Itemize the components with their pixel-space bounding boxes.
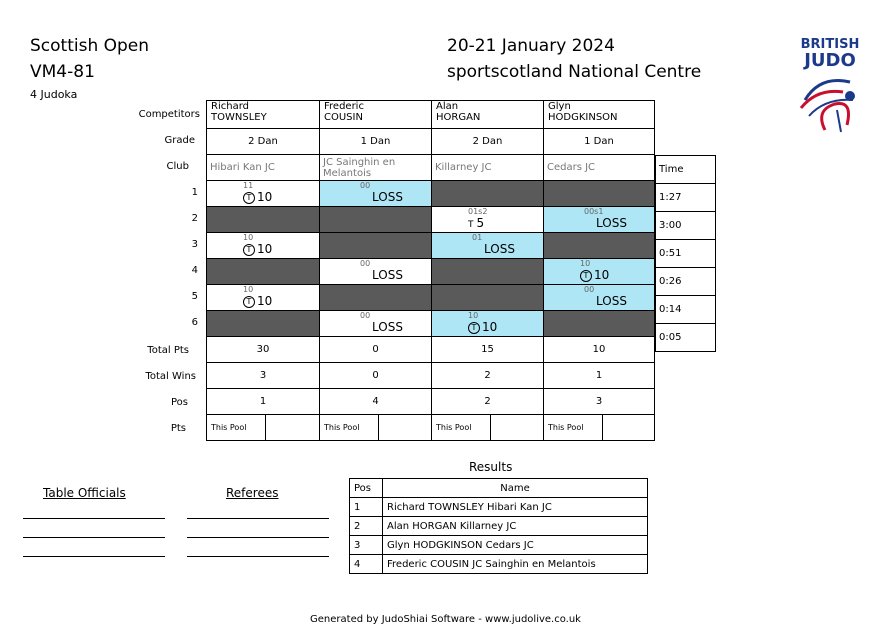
match-cell (207, 207, 320, 233)
results-name: Alan HORGAN Killarney JC (383, 517, 648, 536)
signature-line (23, 518, 165, 519)
total-pts-cell: 30 (207, 337, 320, 363)
score-detail: 10 (580, 259, 591, 268)
pos-cell: 4 (320, 389, 432, 415)
score-detail: 10 (243, 233, 254, 242)
signature-line (23, 556, 165, 557)
match-time: 3:00 (656, 212, 716, 240)
label-match-6: 6 (191, 317, 198, 328)
club-cell: JC Sainghin en Melantois (320, 155, 432, 181)
match-cell (432, 207, 544, 233)
result-value: LOSS (372, 190, 403, 204)
match-cell (544, 233, 655, 259)
competitor-last: TOWNSLEY (211, 112, 267, 123)
total-wins-cell: 0 (320, 363, 432, 389)
label-total-pts: Total Pts (147, 345, 189, 356)
competitor-3 (432, 101, 544, 129)
pos-cell: 1 (207, 389, 320, 415)
match-result (468, 320, 497, 334)
label-match-5: 5 (191, 291, 198, 302)
osaekomi-icon: T (243, 244, 255, 256)
result-value: LOSS (596, 216, 627, 230)
result-value: LOSS (372, 320, 403, 334)
match-cell (207, 311, 320, 337)
match-row (207, 207, 655, 233)
competitor-4 (544, 101, 655, 129)
pool-label: This Pool (432, 415, 491, 440)
match-cell (544, 181, 655, 207)
match-cell (320, 285, 432, 311)
category-title: VM4-81 (30, 62, 95, 82)
match-cell (432, 181, 544, 207)
pool-label: This Pool (207, 415, 266, 440)
score-detail: 10 (243, 285, 254, 294)
label-club: Club (166, 161, 189, 172)
label-competitors: Competitors (138, 109, 200, 120)
results-pos: 3 (350, 536, 383, 555)
total-wins-row (207, 363, 655, 389)
grade-cell: 2 Dan (207, 129, 320, 155)
match-cell (544, 311, 655, 337)
score-detail: 00 (584, 285, 595, 294)
results-pos: 4 (350, 555, 383, 574)
match-result (243, 294, 272, 308)
osaekomi-icon: T (243, 192, 255, 204)
match-cell (320, 233, 432, 259)
signature-line (187, 518, 329, 519)
results-header-row (350, 479, 648, 498)
result-value: LOSS (484, 242, 515, 256)
total-wins-cell: 3 (207, 363, 320, 389)
results-pos: 2 (350, 517, 383, 536)
match-result (580, 268, 609, 282)
result-value: 10 (257, 294, 273, 308)
match-row (207, 285, 655, 311)
logo-line1: BRITISH (800, 37, 860, 52)
result-value: LOSS (596, 294, 627, 308)
label-grade: Grade (164, 135, 195, 146)
british-judo-logo (790, 38, 870, 139)
label-match-1: 1 (191, 187, 198, 198)
match-time: 0:26 (656, 268, 716, 296)
score-detail: 00s1 (584, 207, 604, 216)
label-pts: Pts (170, 423, 186, 434)
match-cell (207, 233, 320, 259)
score-detail: 00 (360, 181, 371, 190)
competitor-first: Glyn (548, 101, 571, 112)
signature-line (187, 537, 329, 538)
pool-sheet-table (206, 100, 655, 441)
result-value: 10 (482, 320, 498, 334)
score-detail: 01 (472, 233, 483, 242)
event-date: 20-21 January 2024 (447, 36, 615, 56)
result-value: 5 (476, 216, 485, 230)
match-time: 0:05 (656, 324, 716, 352)
label-total-wins: Total Wins (145, 371, 196, 382)
results-header-name: Name (383, 479, 648, 498)
score-detail: 00 (360, 311, 371, 320)
pool-label: This Pool (320, 415, 379, 440)
match-result (243, 242, 272, 256)
match-cell (544, 207, 655, 233)
score-detail: 11 (243, 181, 254, 190)
footer-credit: Generated by JudoShiai Software - www.judolive.co.uk (310, 614, 581, 625)
results-title: Results (469, 460, 513, 474)
grade-cell: 1 Dan (320, 129, 432, 155)
match-row (207, 259, 655, 285)
pts-cell (544, 415, 655, 441)
time-column (655, 155, 716, 352)
match-row (207, 233, 655, 259)
signature-line (23, 537, 165, 538)
results-row (350, 498, 648, 517)
pts-cell (320, 415, 432, 441)
result-value: 10 (257, 242, 273, 256)
competitor-2 (320, 101, 432, 129)
club-row (207, 155, 655, 181)
match-cell (432, 259, 544, 285)
match-cell (207, 259, 320, 285)
match-cell (432, 233, 544, 259)
grade-cell: 1 Dan (544, 129, 655, 155)
label-match-4: 4 (191, 265, 198, 276)
total-wins-cell: 2 (432, 363, 544, 389)
match-cell (432, 311, 544, 337)
match-result (484, 242, 515, 256)
signature-line (187, 556, 329, 557)
competitor-last: HORGAN (436, 112, 481, 123)
grade-cell: 2 Dan (432, 129, 544, 155)
match-result (596, 216, 627, 230)
match-result (243, 190, 272, 204)
event-venue: sportscotland National Centre (447, 62, 702, 82)
osaekomi-icon: T (243, 296, 255, 308)
time-header: Time (656, 156, 716, 184)
osaekomi-icon: T (580, 270, 592, 282)
results-name: Glyn HODGKINSON Cedars JC (383, 536, 648, 555)
match-cell (544, 285, 655, 311)
competitor-first: Richard (211, 101, 249, 112)
label-pos: Pos (170, 397, 188, 408)
match-row (207, 311, 655, 337)
score-detail: 00 (360, 259, 371, 268)
club-cell: Hibari Kan JC (207, 155, 320, 181)
result-value: 10 (257, 190, 273, 204)
grade-row (207, 129, 655, 155)
competitor-last: HODGKINSON (548, 112, 618, 123)
match-result (468, 216, 484, 230)
competitor-first: Frederic (324, 101, 364, 112)
match-cell (320, 207, 432, 233)
event-title: Scottish Open (30, 36, 150, 56)
label-match-2: 2 (191, 213, 198, 224)
pool-label: This Pool (544, 415, 603, 440)
competitor-last: COUSIN (324, 112, 363, 123)
match-time: 0:14 (656, 296, 716, 324)
pts-row (207, 415, 655, 441)
match-result (372, 190, 403, 204)
total-pts-cell: 15 (432, 337, 544, 363)
competitor-first: Alan (436, 101, 459, 112)
match-result (372, 268, 403, 282)
competitor-1 (207, 101, 320, 129)
match-cell (544, 259, 655, 285)
results-row (350, 536, 648, 555)
osaekomi-icon: T (468, 322, 480, 334)
competitors-row (207, 101, 655, 129)
match-result (596, 294, 627, 308)
pts-cell (207, 415, 320, 441)
referees-heading: Referees (226, 486, 279, 500)
match-time: 0:51 (656, 240, 716, 268)
pos-cell: 3 (544, 389, 655, 415)
results-table (349, 478, 648, 574)
score-detail: 01s2 (468, 207, 488, 216)
club-cell: Killarney JC (432, 155, 544, 181)
match-cell (207, 181, 320, 207)
match-cell (432, 285, 544, 311)
judo-figure-icon (795, 70, 865, 135)
pos-row (207, 389, 655, 415)
match-cell (320, 259, 432, 285)
match-time: 1:27 (656, 184, 716, 212)
match-cell (320, 311, 432, 337)
table-officials-heading: Table Officials (43, 486, 126, 500)
score-detail: 10 (468, 311, 479, 320)
label-match-3: 3 (191, 239, 198, 250)
results-row (350, 517, 648, 536)
results-name: Richard TOWNSLEY Hibari Kan JC (383, 498, 648, 517)
results-row (350, 555, 648, 574)
match-cell (320, 181, 432, 207)
total-pts-row (207, 337, 655, 363)
pts-cell (432, 415, 544, 441)
results-pos: 1 (350, 498, 383, 517)
result-prefix: T (468, 220, 474, 230)
total-pts-cell: 10 (544, 337, 655, 363)
club-cell: Cedars JC (544, 155, 655, 181)
logo-line2: JUDO (804, 50, 856, 71)
total-pts-cell: 0 (320, 337, 432, 363)
pos-cell: 2 (432, 389, 544, 415)
match-cell (207, 285, 320, 311)
results-header-pos: Pos (350, 479, 383, 498)
result-value: 10 (594, 268, 610, 282)
result-value: LOSS (372, 268, 403, 282)
total-wins-cell: 1 (544, 363, 655, 389)
match-result (372, 320, 403, 334)
results-name: Frederic COUSIN JC Sainghin en Melantois (383, 555, 648, 574)
match-row (207, 181, 655, 207)
judoka-count: 4 Judoka (30, 88, 78, 101)
